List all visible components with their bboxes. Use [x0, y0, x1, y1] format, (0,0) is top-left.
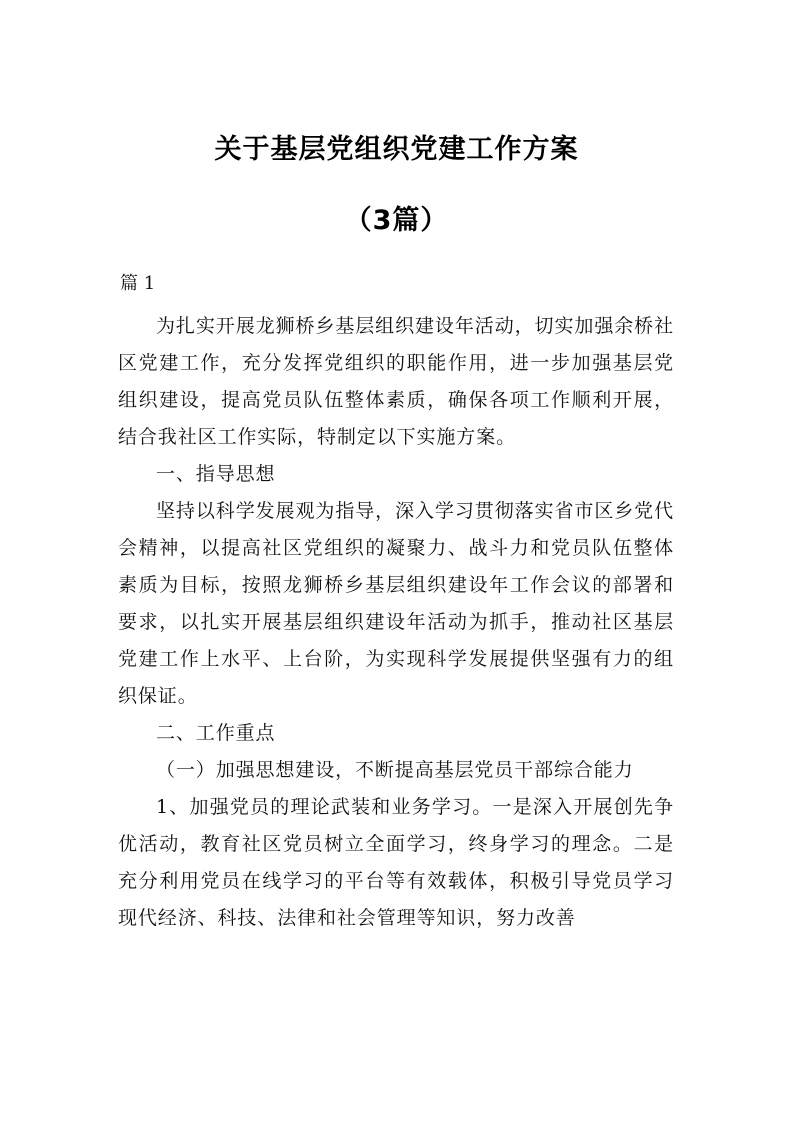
- document-body: [118, 308, 674, 937]
- heading-work-focus: 二、工作重点: [156, 722, 276, 744]
- document-title: 关于基层党组织党建工作方案: [214, 134, 579, 165]
- paragraph-intro: 为扎实开展龙狮桥乡基层组织建设年活动，切实加强余桥社区党建工作，充分发挥党组织的职能作用，进一步加强基层党组织建设，提高党员队伍整体素质，确保各项工作顺利开展，结合我社区工作实际，特制定以下实施方案。: [118, 315, 674, 448]
- subheading-ideological-building: （一）加强思想建设，不断提高基层党员干部综合能力: [156, 759, 634, 781]
- heading-guiding-ideology: 一、指导思想: [156, 463, 276, 485]
- document-subtitle: （3篇）: [344, 205, 449, 236]
- section-label: 篇 1: [120, 273, 156, 294]
- paragraph-theory-study: 1、加强党员的理论武装和业务学习。一是深入开展创先争优活动，教育社区党员树立全面学习，终身学习的理念。二是充分利用党员在线学习的平台等有效载体，积极引导党员学习现代经济、科技、法律和社会管理等知识，努力改善: [118, 796, 674, 929]
- paragraph-guiding-ideology: 坚持以科学发展观为指导，深入学习贯彻落实省市区乡党代会精神，以提高社区党组织的凝聚力、战斗力和党员队伍整体素质为目标，按照龙狮桥乡基层组织建设年工作会议的部署和要求，以扎实开展基层组织建设年活动为抓手，推动社区基层党建工作上水平、上台阶，为实现科学发展提供坚强有力的组织保证。: [118, 500, 674, 707]
